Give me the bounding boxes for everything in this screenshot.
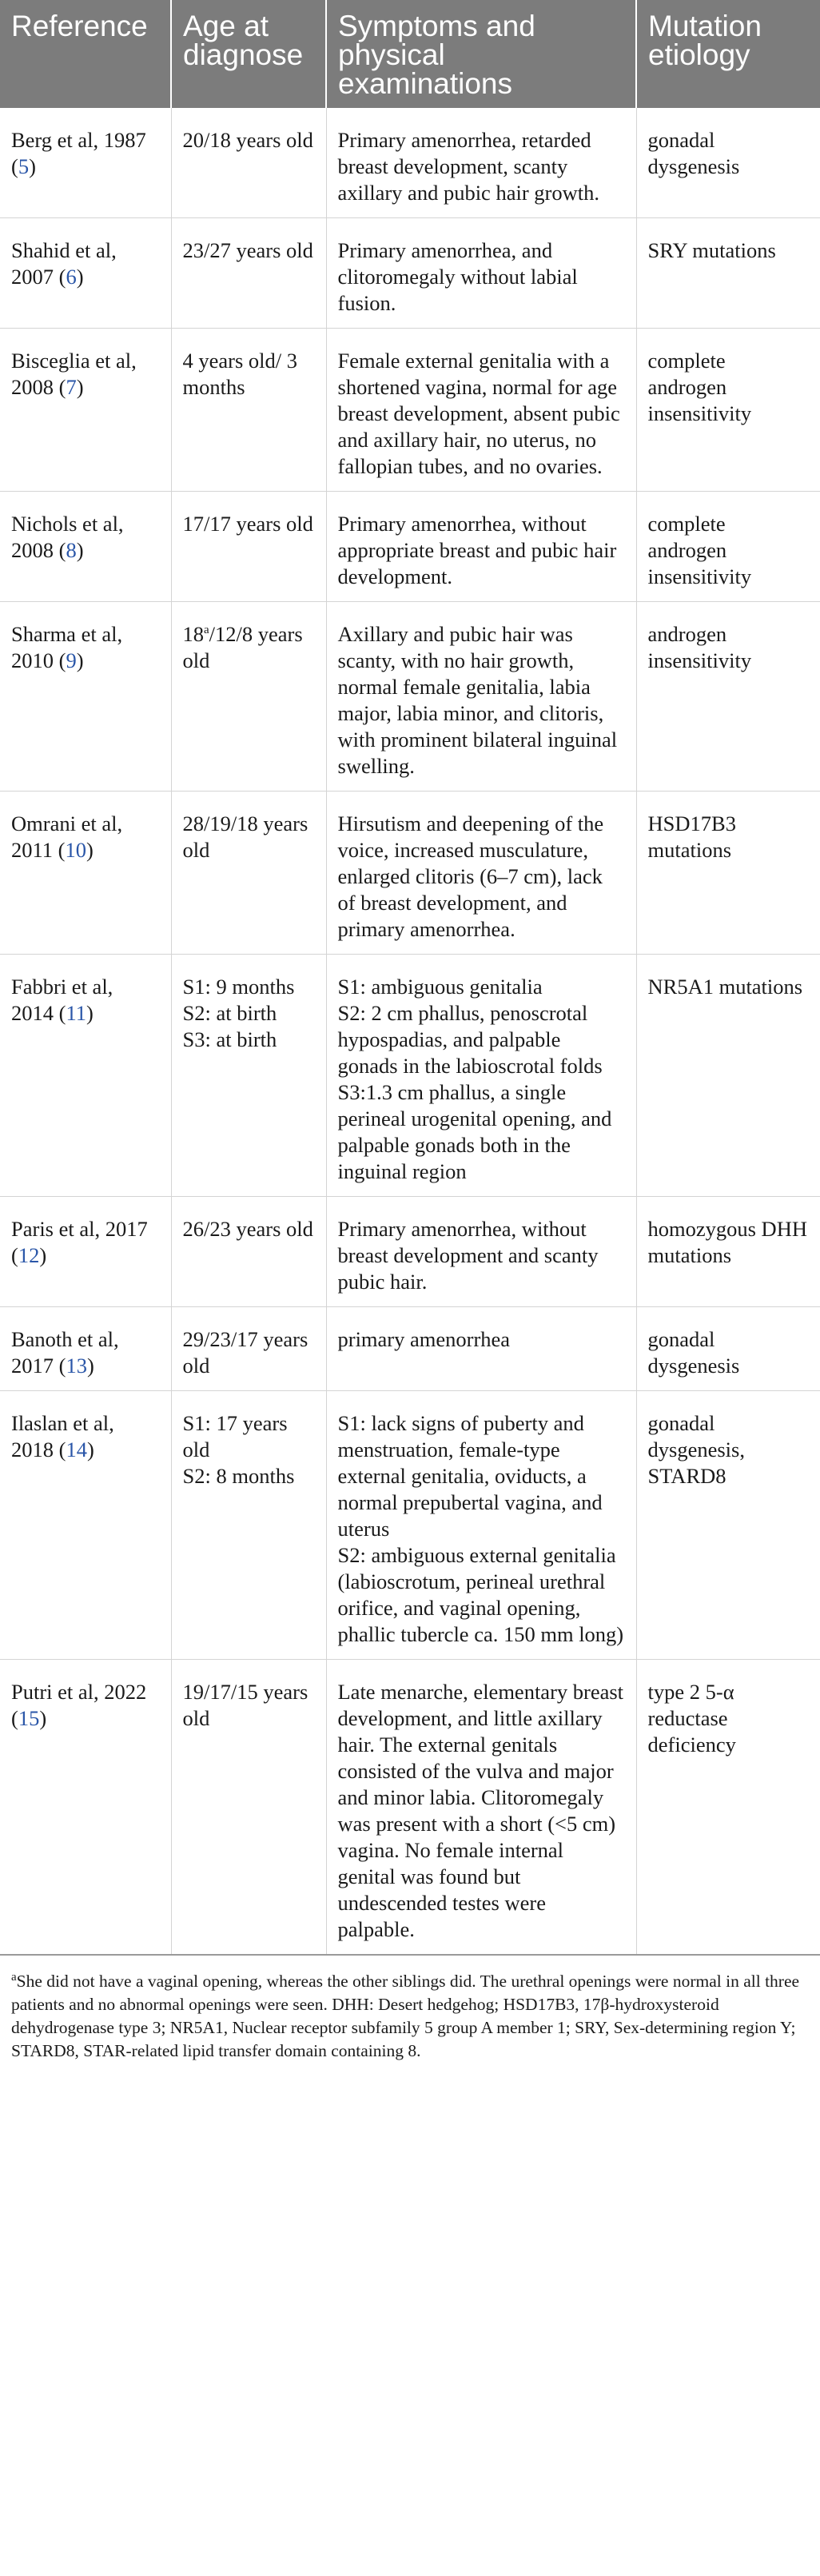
cell-symptoms: Primary amenorrhea, without breast development and scanty pubic hair. — [326, 1197, 636, 1307]
age-text: 4 years old/ 3 months — [182, 349, 298, 399]
cell-symptoms: Primary amenorrhea, without appropriate breast and pubic hair development. — [326, 492, 636, 602]
cell-etiology: androgen insensitivity — [636, 602, 820, 792]
cell-symptoms: Female external genitalia with a shortened vagina, normal for age breast development, absent pubic and axillary hair, no uterus, no fallopian tubes, and no ovaries. — [326, 329, 636, 492]
cell-symptoms: Primary amenorrhea, and clitoromegaly without labial fusion. — [326, 218, 636, 329]
cell-reference: Sharma et al, 2010 (9) — [0, 602, 171, 792]
reference-link[interactable]: 6 — [66, 265, 77, 289]
cell-etiology: HSD17B3 mutations — [636, 792, 820, 955]
cell-age — [171, 602, 326, 792]
reference-text: Fabbri et al, 2014 — [11, 975, 113, 1025]
cell-etiology: gonadal dysgenesis, STARD8 — [636, 1391, 820, 1660]
reference-text: Bisceglia et al, 2008 — [11, 349, 137, 399]
cell-etiology: complete androgen insensitivity — [636, 492, 820, 602]
reference-text: Sharma et al, 2010 — [11, 622, 123, 672]
age-text: 23/27 years old — [182, 238, 313, 262]
age-text: 28/19/18 years old — [182, 811, 308, 862]
header-age: Age at diagnose — [171, 0, 326, 108]
reference-link[interactable]: 5 — [18, 154, 30, 178]
reference-link[interactable]: 14 — [66, 1438, 87, 1461]
cell-reference: Nichols et al, 2008 (8) — [0, 492, 171, 602]
age-text: 17/17 years old — [182, 512, 313, 536]
cell-reference: Berg et al, 1987 (5) — [0, 108, 171, 218]
cell-reference: Paris et al, 2017 (12) — [0, 1197, 171, 1307]
cell-reference: Ilaslan et al, 2018 (14) — [0, 1391, 171, 1660]
footnote-text: She did not have a vaginal opening, whereas the other siblings did. The urethral openings were normal in all three patients and no abnormal openings were seen. DHH: Desert hedgehog; HSD17B3, 17β-hydroxysteroid dehydrogenase type 3; NR5A1, Nuclear receptor subfamily 5 group A member 1; SRY, Sex-determining region Y; STARD8, STAR-related lipid transfer domain containing 8. — [11, 1972, 800, 2060]
age-text: S1: 9 months S2: at birth S3: at birth — [182, 975, 295, 1051]
cell-etiology: SRY mutations — [636, 218, 820, 329]
age-text: 29/23/17 years old — [182, 1327, 308, 1378]
cell-age — [171, 1391, 326, 1660]
reference-link[interactable]: 12 — [18, 1243, 40, 1267]
age-text: /12/8 years old — [182, 622, 303, 672]
cell-symptoms: S1: lack signs of puberty and menstruation, female-type external genitalia, oviducts, a normal prepubertal vagina, and uterus S2: ambiguous external genitalia (labioscrotum, perineal urethral orifice, and vaginal opening, phallic tubercle ca. 150 mm long) — [326, 1391, 636, 1660]
reference-link[interactable]: 7 — [66, 375, 77, 399]
footnote-ref-marker: a — [204, 624, 209, 637]
reference-link[interactable]: 15 — [18, 1706, 40, 1730]
reference-link[interactable]: 8 — [66, 538, 77, 562]
reference-link[interactable]: 11 — [66, 1001, 86, 1025]
reference-text: Nichols et al, 2008 — [11, 512, 124, 562]
table-row — [0, 108, 820, 218]
cell-etiology: gonadal dysgenesis — [636, 1307, 820, 1391]
table-header — [0, 0, 820, 108]
reference-link[interactable]: 13 — [66, 1354, 87, 1378]
reference-text: Omrani et al, 2011 — [11, 811, 123, 862]
cell-reference: Fabbri et al, 2014 (11) — [0, 955, 171, 1197]
cell-etiology: complete androgen insensitivity — [636, 329, 820, 492]
reference-text: Ilaslan et al, 2018 — [11, 1411, 114, 1461]
cell-etiology: gonadal dysgenesis — [636, 108, 820, 218]
age-text: 26/23 years old — [182, 1217, 313, 1241]
table-row — [0, 492, 820, 602]
cell-age — [171, 1307, 326, 1391]
reference-text: Putri et al, 2022 — [11, 1680, 147, 1704]
reference-text: Banoth et al, 2017 — [11, 1327, 119, 1378]
table-row — [0, 1391, 820, 1660]
cell-reference: Bisceglia et al, 2008 (7) — [0, 329, 171, 492]
cell-etiology: homozygous DHH mutations — [636, 1197, 820, 1307]
cell-reference: Shahid et al, 2007 (6) — [0, 218, 171, 329]
header-reference: Reference — [0, 0, 171, 108]
table-row — [0, 218, 820, 329]
cell-reference: Banoth et al, 2017 (13) — [0, 1307, 171, 1391]
table-row — [0, 1197, 820, 1307]
table-row — [0, 792, 820, 955]
table-row — [0, 329, 820, 492]
reference-text: Shahid et al, 2007 — [11, 238, 117, 289]
age-text: S1: 17 years old S2: 8 months — [182, 1411, 295, 1488]
cell-age — [171, 1660, 326, 1956]
table-row — [0, 955, 820, 1197]
cell-age — [171, 492, 326, 602]
header-etiology: Mutation etiology — [636, 0, 820, 108]
table-body — [0, 108, 820, 1955]
footnote-marker: a — [11, 1970, 17, 1984]
cell-reference: Putri et al, 2022 (15) — [0, 1660, 171, 1956]
cell-symptoms: S1: ambiguous genitalia S2: 2 cm phallus, penoscrotal hypospadias, and palpable gonads in the labioscrotal folds S3:1.3 cm phallus, a single perineal urogenital opening, and palpable gonads both in the inguinal region — [326, 955, 636, 1197]
cell-etiology: NR5A1 mutations — [636, 955, 820, 1197]
cell-symptoms: Hirsutism and deepening of the voice, increased musculature, enlarged clitoris (6–7 cm), lack of breast development, and primary amenorrhea. — [326, 792, 636, 955]
cell-age — [171, 955, 326, 1197]
table-row — [0, 1307, 820, 1391]
reference-text: Berg et al, 1987 — [11, 128, 146, 152]
age-text: 19/17/15 years old — [182, 1680, 308, 1730]
age-prefix: 18 — [182, 622, 204, 646]
reference-text: Paris et al, 2017 — [11, 1217, 148, 1241]
cell-age — [171, 108, 326, 218]
table-footnote — [0, 1956, 820, 2063]
cell-symptoms: Primary amenorrhea, retarded breast development, scanty axillary and pubic hair growth. — [326, 108, 636, 218]
age-text: 20/18 years old — [182, 128, 313, 152]
cell-symptoms: Late menarche, elementary breast development, and little axillary hair. The external genitals consisted of the vulva and major and minor labia. Clitoromegaly was present with a short (<5 cm) vagina. No female internal genital was found but undescended testes were palpable. — [326, 1660, 636, 1956]
cell-age — [171, 1197, 326, 1307]
cell-etiology: type 2 5-α reductase deficiency — [636, 1660, 820, 1956]
cell-age — [171, 792, 326, 955]
cell-age — [171, 329, 326, 492]
table-row — [0, 602, 820, 792]
reference-link[interactable]: 9 — [66, 648, 77, 672]
cell-reference: Omrani et al, 2011 (10) — [0, 792, 171, 955]
reference-link[interactable]: 10 — [65, 838, 86, 862]
cell-age — [171, 218, 326, 329]
cell-symptoms: Axillary and pubic hair was scanty, with no hair growth, normal female genitalia, labia major, labia minor, and clitoris, with prominent bilateral inguinal swelling. — [326, 602, 636, 792]
cell-symptoms: primary amenorrhea — [326, 1307, 636, 1391]
table-row — [0, 1660, 820, 1956]
header-symptoms: Symptoms and physical examinations — [326, 0, 636, 108]
